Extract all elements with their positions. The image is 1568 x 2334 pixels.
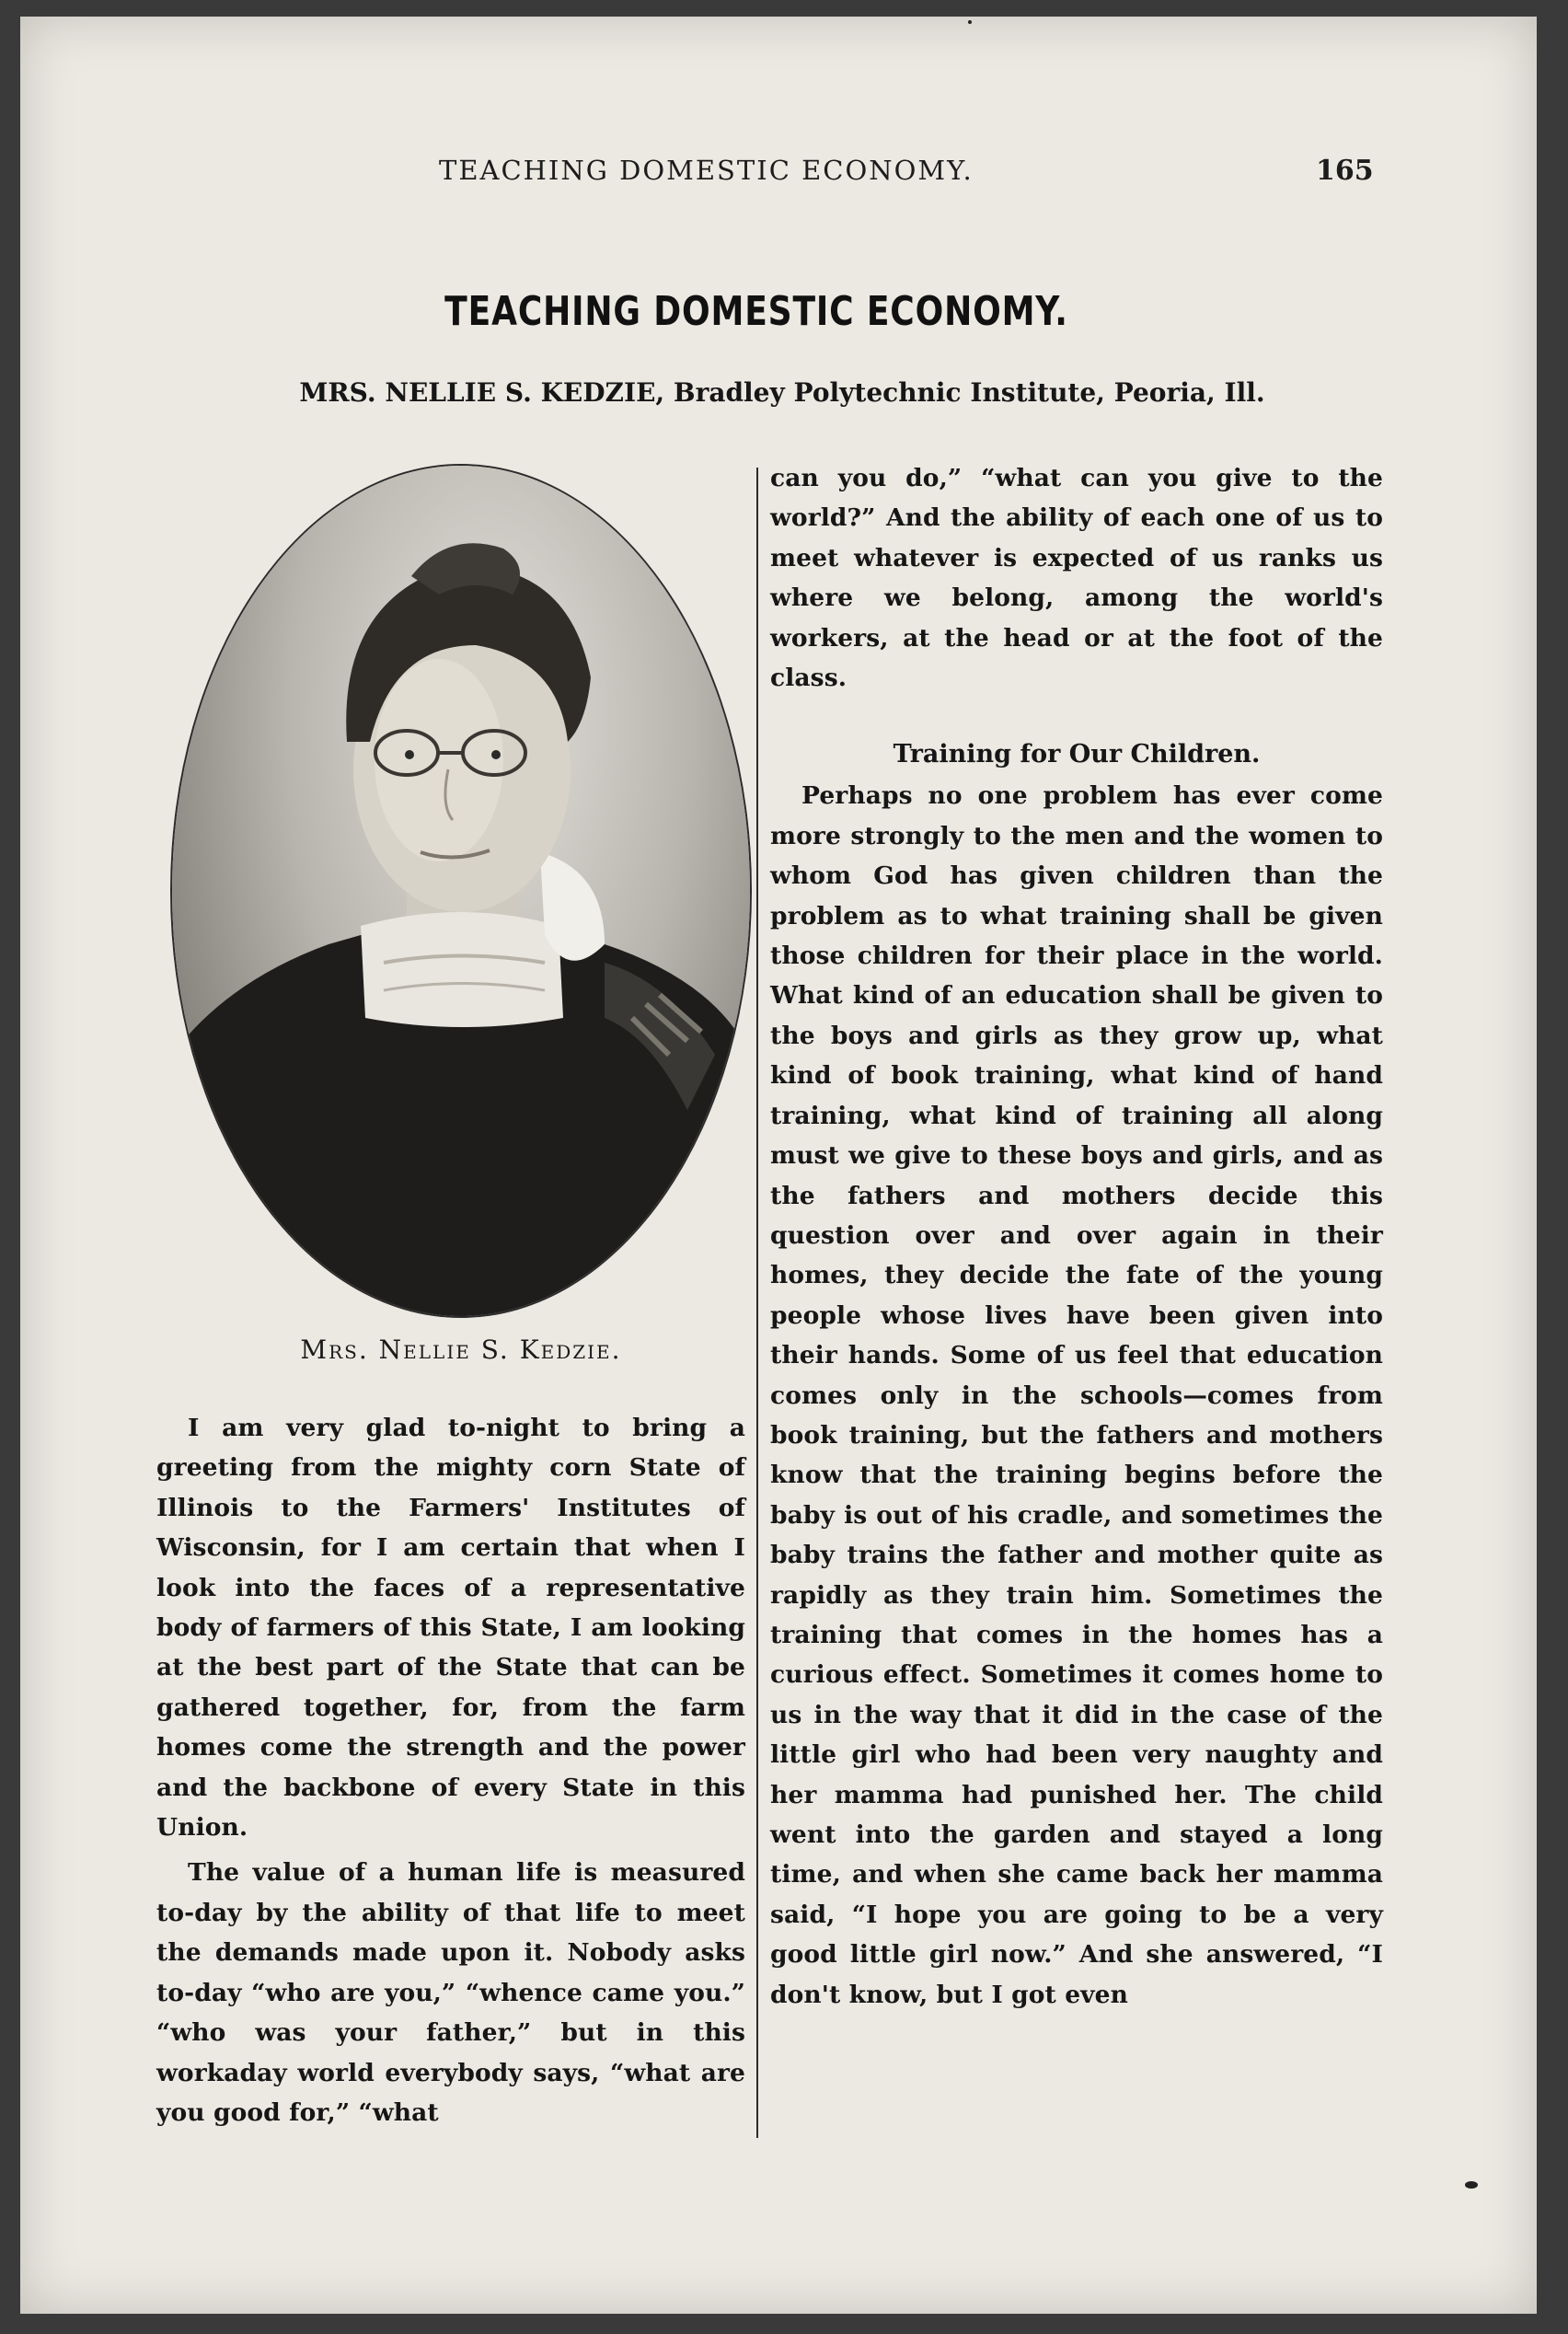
book-page xyxy=(20,17,1537,2314)
paragraph-greeting: I am very glad to-night to bring a greeting from the mighty corn State of Illinois to the Farmers' Institutes of Wisconsin, for I am certain that when I look into the faces of a representative body of farmers of this State, I am looking at the best part of the State that can be gathered together, for, from the farm homes come the strength and the power and the backbone of every State in this Union. xyxy=(156,1414,745,1843)
portrait-photo xyxy=(172,466,750,1316)
print-speck xyxy=(968,20,972,24)
running-head: TEACHING DOMESTIC ECONOMY. xyxy=(439,155,974,186)
portrait-figure xyxy=(172,466,750,1316)
page-number: 165 xyxy=(1316,155,1374,187)
section-heading: Training for Our Children. xyxy=(893,740,1261,769)
article-title: TEACHING DOMESTIC ECONOMY. xyxy=(444,288,1068,335)
paragraph-value-of-life: The value of a human life is measured to-day by the ability of that life to meet the demands made upon it. Nobody asks to-day “who are you,” “whence came you.” “who was your father,” but in this workaday world everybody says, “what are you good for,” “what xyxy=(156,1858,745,2127)
print-speck xyxy=(1465,2181,1478,2189)
left-column xyxy=(156,1408,745,2132)
column-divider xyxy=(756,468,758,2138)
portrait-caption: Mrs. Nellie S. Kedzie. xyxy=(300,1335,622,1365)
paragraph-continuation: can you do,” “what can you give to the world?” And the ability of each one of us to meet whatever is expected of us ranks us where we belong, among the world's workers, at the head or at the foot of the class. xyxy=(770,464,1383,693)
author-byline: MRS. NELLIE S. KEDZIE, Bradley Polytechnic Institute, Peoria, Ill. xyxy=(299,377,1265,408)
right-column xyxy=(770,458,1383,2015)
paragraph-training: Perhaps no one problem has ever come more strongly to the men and the women to whom God has given children than the problem as to what training shall be given those children for their place in the world. What kind of an education shall be given to the boys and girls as they grow up, what kind of book training, what kind of hand training, what kind of training all along must we give to these boys and girls, and as the fathers and mothers decide this question over and over again in their homes, they decide the fate of the young people whose lives have been given into their hands. Some of us feel that education comes only in the schools—comes from book training, but the fathers and mothers know that the training begins before the baby is out of his cradle, and sometimes the baby trains the father and mother quite as rapidly as they train him. Sometimes the training that comes in the homes has a curious effect. Sometimes it comes home to us in the way that it did in the case of the little girl who had been very naughty and her mamma had punished her. The child went into the garden and stayed a long time, and when she came back her mamma said, “I hope you are going to be a very good little girl now.” And she answered, “I don't know, but I got even xyxy=(770,781,1383,2009)
